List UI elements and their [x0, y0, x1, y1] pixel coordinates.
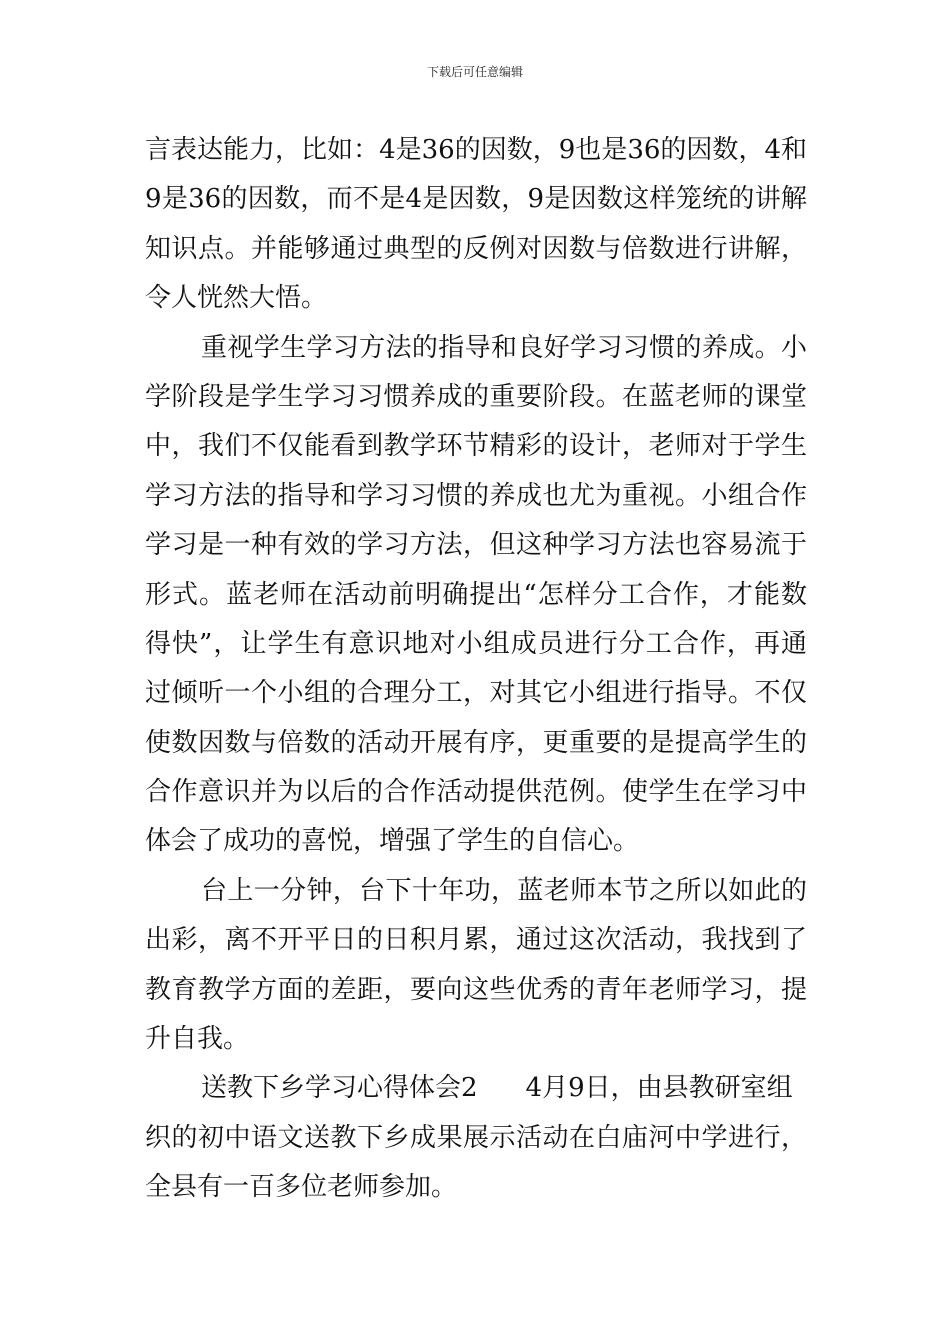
text-line: 使数因数与倍数的活动开展有序，更重要的是提高学生的 — [145, 727, 807, 758]
text-line: 中，我们不仅能看到教学环节精彩的设计，老师对于学生 — [145, 431, 807, 462]
text-line: 学习是一种有效的学习方法，但这种学习方法也容易流于 — [145, 530, 807, 561]
page-header-note: 下载后可任意编辑 — [426, 65, 523, 79]
text-line — [145, 1064, 807, 1113]
text-line: 全县有一百多位老师参加。 — [145, 1172, 458, 1203]
text-line: 织的初中语文送教下乡成果展示活动在白庙河中学进行， — [145, 1122, 807, 1153]
text-line: 言表达能力，比如：4是36的因数，9也是36的因数，4和 — [145, 135, 807, 165]
text-line: 升自我。 — [145, 1024, 250, 1055]
text-line: 形式。蓝老师在活动前明确提出“怎样分工合作，才能数 — [145, 579, 807, 610]
text-line: 9是36的因数，而不是4是因数，9是因数这样笼统的讲解 — [145, 184, 807, 215]
text-line: 台上一分钟，台下十年功，蓝老师本节之所以如此的 — [201, 875, 807, 906]
text-line: 重视学生学习方法的指导和良好学习习惯的养成。小 — [201, 332, 807, 363]
text-span: 4月9日，由县教研室组 — [525, 1073, 793, 1104]
text-line: 教育教学方面的差距，要向这些优秀的青年老师学习，提 — [145, 974, 807, 1005]
text-line: 出彩，离不开平日的日积月累，通过这次活动，我找到了 — [145, 925, 807, 956]
text-line: 知识点。并能够通过典型的反例对因数与倍数进行讲解， — [145, 233, 807, 264]
paragraph-4 — [145, 1064, 807, 1212]
paragraph-2 — [145, 324, 807, 867]
document-body — [145, 126, 807, 1213]
text-line: 学习方法的指导和学习习惯的养成也尤为重视。小组合作 — [145, 480, 807, 511]
text-line: 学阶段是学生学习习惯养成的重要阶段。在蓝老师的课堂 — [145, 381, 807, 412]
text-line: 合作意识并为以后的合作活动提供范例。使学生在学习中 — [145, 777, 807, 808]
text-line: 体会了成功的喜悦，增强了学生的自信心。 — [145, 826, 640, 857]
section-heading: 送教下乡学习心得体会2 — [201, 1073, 478, 1104]
text-line: 得快”，让学生有意识地对小组成员进行分工合作，再通 — [145, 628, 807, 659]
paragraph-3 — [145, 867, 807, 1065]
text-line: 令人恍然大悟。 — [145, 283, 328, 314]
text-line: 过倾听一个小组的合理分工，对其它小组进行指导。不仅 — [145, 678, 807, 709]
paragraph-1 — [145, 126, 807, 324]
